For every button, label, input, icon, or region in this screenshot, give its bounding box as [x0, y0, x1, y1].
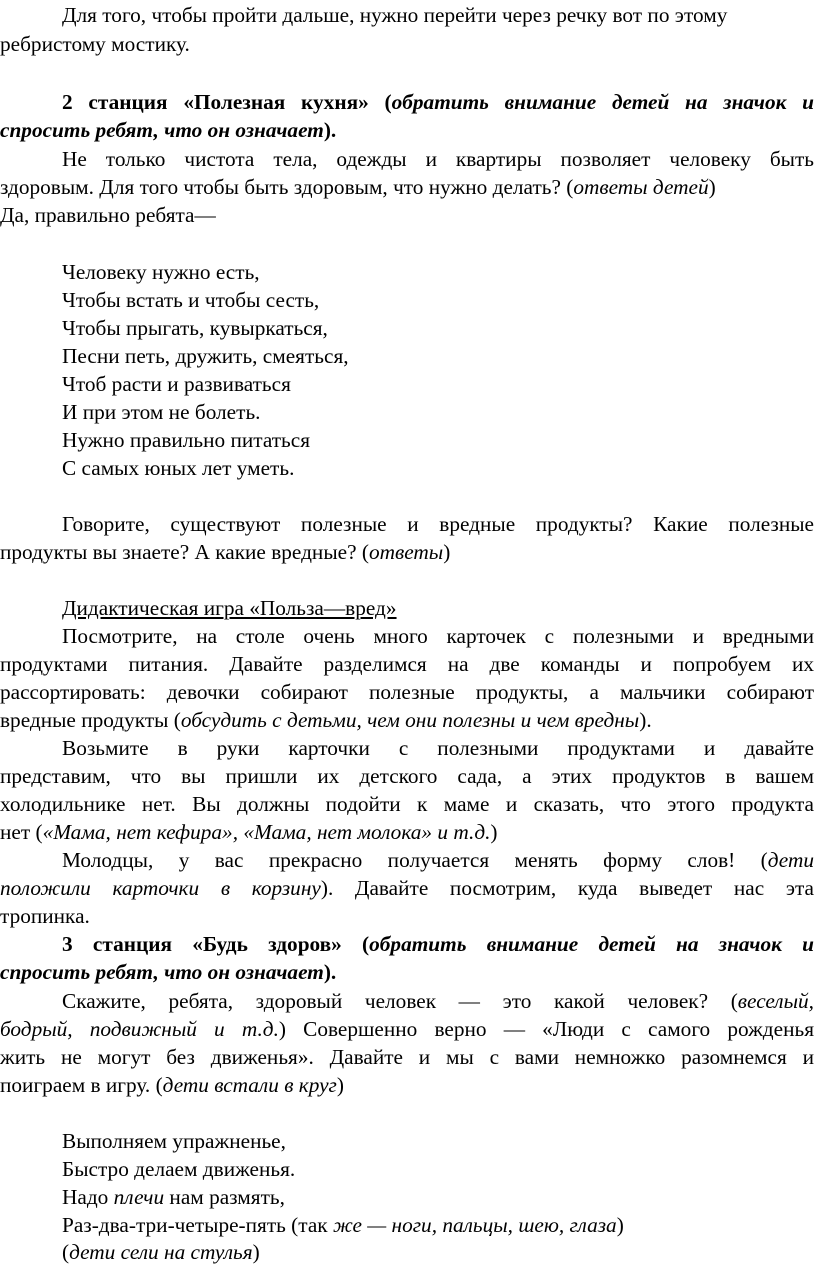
poem-line: И при этом не болеть. — [62, 400, 261, 424]
poem-line: Выполняем упражненье, — [62, 1129, 286, 1153]
station-3-title: 3 станция «Будь здоров» ( — [62, 932, 370, 956]
station-3-note-cont: спросить ребят, что он означает — [0, 960, 324, 984]
poem-line: Человеку нужно есть, — [62, 260, 260, 284]
example-note: «Мама, нет кефира», «Мама, нет молока» и т.д. — [42, 820, 491, 844]
paragraph-line: жить не могут без движенья». Давайте и мы с вами немножко разомнемся и — [0, 1045, 814, 1069]
paragraph-line: нет («Мама, нет кефира», «Мама, нет молока» и т.д.) — [0, 820, 498, 844]
poem-line: Нужно правильно питаться — [62, 428, 311, 452]
paragraph-line: Возьмите в руки карточки с полезными продуктами и давайте — [62, 736, 814, 760]
station-3-heading-cont: спросить ребят, что он означает). — [0, 960, 337, 984]
paragraph-line: представим, что вы пришли их детского сада, а этих продуктов в вашем — [0, 764, 814, 788]
answer-note: бодрый, подвижный и т.д. — [0, 1017, 279, 1041]
paragraph-line: здоровым. Для того чтобы быть здоровым, что нужно делать? (ответы детей) — [0, 175, 716, 199]
paragraph-line: продукты вы знаете? А какие вредные? (ответы) — [0, 540, 451, 564]
station-2-note: обратить внимание детей на значок и — [391, 90, 814, 114]
paragraph-line: Для того, чтобы пройти дальше, нужно перейти через речку вот по этому — [62, 3, 728, 27]
poem-line: Раз-два-три-четыре-пять (так же — ноги, пальцы, шею, глаза) — [62, 1213, 624, 1237]
poem-line: Песни петь, дружить, смеяться, — [62, 344, 349, 368]
station-2-heading-cont: спросить ребят, что он означает). — [0, 118, 337, 142]
paragraph-line: Говорите, существуют полезные и вредные продукты? Какие полезные — [62, 512, 814, 536]
poem-line: Чтоб расти и развиваться — [62, 372, 291, 396]
station-2-note-cont: спросить ребят, что он означает — [0, 118, 324, 142]
paragraph-line: тропинка. — [0, 904, 90, 928]
station-3-heading — [62, 930, 814, 958]
paragraph-line: Посмотрите, на столе очень много карточек с полезными и вредными — [62, 624, 814, 648]
paragraph-line: Не только чистота тела, одежды и квартиры позволяет человеку быть — [62, 147, 814, 171]
poem-line: Чтобы прыгать, кувыркаться, — [62, 316, 328, 340]
answer-note: ответы — [368, 540, 444, 564]
paragraph-line: продуктами питания. Давайте разделимся на две команды и попробуем их — [0, 652, 814, 676]
paragraph-line: ребристому мостику. — [0, 32, 190, 56]
paragraph-line: Да, правильно ребята— — [0, 203, 216, 227]
discussion-note: обсудить с детьми, чем они полезны и чем вредны — [180, 708, 640, 732]
paragraph-line: положили карточки в корзину). Давайте посмотрим, куда выведет нас эта — [0, 876, 814, 900]
answer-note: ответы детей — [573, 175, 709, 199]
station-2-title: 2 станция «Полезная кухня» ( — [62, 90, 392, 114]
action-note: дети встали в круг — [162, 1073, 337, 1097]
poem-line: (дети сели на стулья) — [62, 1240, 260, 1264]
action-note: положили карточки в корзину — [0, 876, 321, 900]
paragraph-line: бодрый, подвижный и т.д.) Совершенно верно — «Люди с самого рожденья — [0, 1017, 814, 1041]
game-title: Дидактическая игра «Польза—вред» — [62, 596, 397, 620]
station-3-note: обратить внимание детей на значок и — [369, 932, 814, 956]
paragraph-line: Скажите, ребята, здоровый человек — это какой человек? (веселый, — [62, 989, 814, 1013]
paragraph-line: вредные продукты (обсудить с детьми, чем они полезны и чем вредны). — [0, 708, 652, 732]
poem-line: Чтобы встать и чтобы сесть, — [62, 288, 320, 312]
paragraph-line: холодильнике нет. Вы должны подойти к маме и сказать, что этого продукта — [0, 792, 814, 816]
poem-line: Быстро делаем движенья. — [62, 1157, 296, 1181]
paragraph-line: Молодцы, у вас прекрасно получается менять форму слов! (дети — [62, 848, 814, 872]
paragraph-line: рассортировать: девочки собирают полезные продукты, а мальчики собирают — [0, 680, 814, 704]
poem-line: Надо плечи нам размять, — [62, 1185, 285, 1209]
station-2-heading — [62, 88, 814, 116]
paragraph-line: поиграем в игру. (дети встали в круг) — [0, 1073, 344, 1097]
poem-line: С самых юных лет уметь. — [62, 456, 295, 480]
action-note: дети сели на стулья — [69, 1240, 253, 1264]
